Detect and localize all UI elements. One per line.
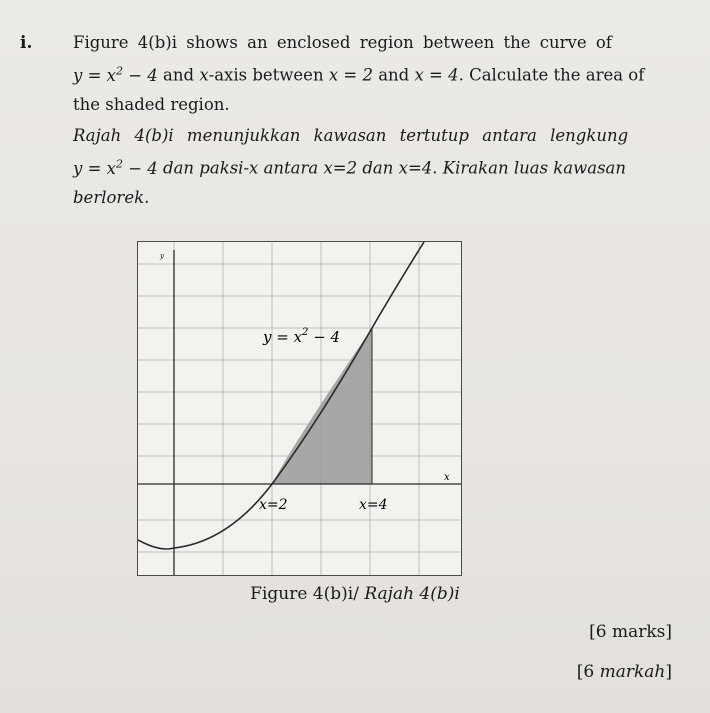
figure-caption: Figure 4(b)i/ Rajah 4(b)i: [250, 584, 460, 604]
equation-curve-malay: $y = x^2 - 4$: [73, 157, 158, 178]
x-axis-label: x: [444, 472, 450, 483]
malay-line-2: $y = x^2 - 4$ dan paksi-x antara x=2 dan x=4. Kirakan luas kawasan: [73, 157, 627, 178]
equation-x2: x = 2: [328, 65, 373, 85]
equation-curve: $y = x^2 - 4$: [73, 64, 158, 85]
english-line-2: $y = x^2 - 4$ and x-axis between x = 2 and x = 4. Calculate the area of: [73, 64, 645, 85]
marks-english: [6 marks]: [589, 622, 672, 642]
equation-x4: x = 4: [414, 65, 459, 85]
malay-line-1: Rajah 4(b)i menunjukkan kawasan tertutup antara lengkung: [73, 126, 629, 145]
malay-line-3: berlorek.: [73, 188, 150, 207]
english-line-1: Figure 4(b)i shows an enclosed region between the curve of: [73, 33, 612, 52]
label-x4: x=4: [359, 497, 388, 513]
shaded-region: [272, 328, 372, 484]
y-axis-label: y: [160, 252, 164, 260]
curve-label: $y = x^2 - 4$: [263, 327, 341, 346]
graph-svg: [138, 242, 461, 575]
grid: [138, 242, 461, 575]
label-x2: x=2: [259, 497, 288, 513]
marks-malay: [6 markah]: [576, 662, 672, 682]
question-number: i.: [20, 33, 33, 53]
figure-graph: [137, 241, 462, 576]
english-line-3: the shaded region.: [73, 95, 230, 114]
